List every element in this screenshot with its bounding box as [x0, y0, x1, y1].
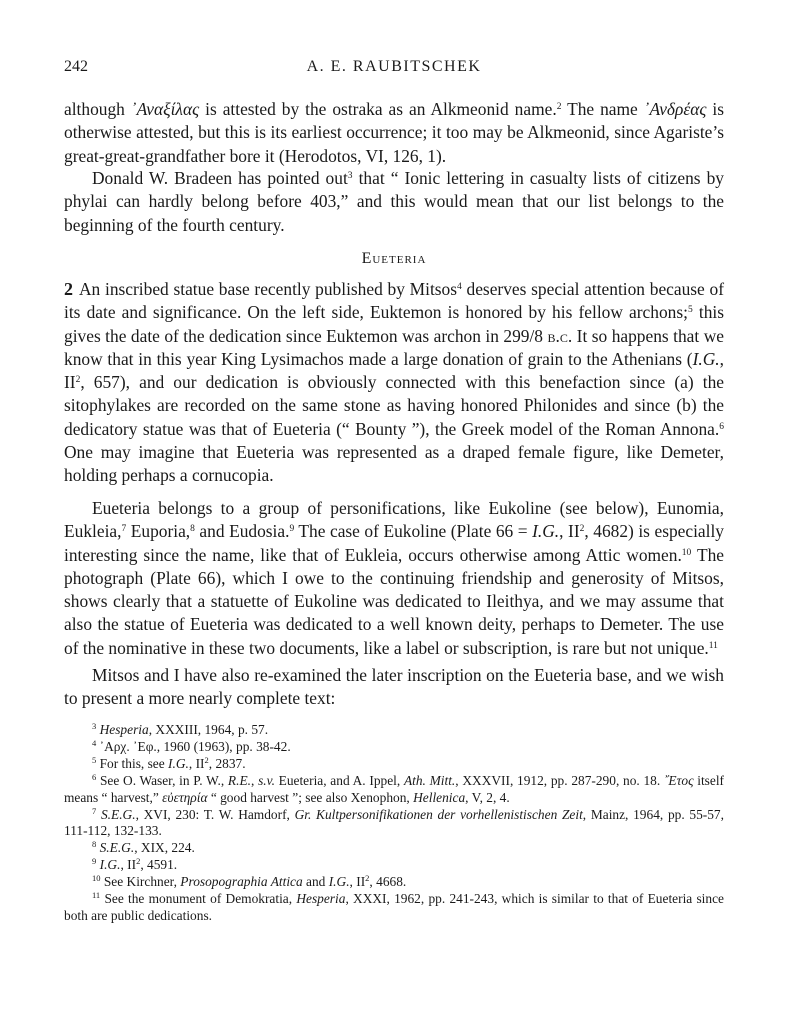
paragraph-bradeen: Donald W. Bradeen has pointed out$^3$ that “ Ionic lettering in casualty lists of citizens by phylai can hardly belong before 403,” and this would mean that our list belongs to the beginning of the fourth century.: [64, 168, 724, 235]
footnote-4: $^4$ ᾿Αρχ. ᾿Εφ., 1960 (1963), pp. 38-42.: [92, 737, 291, 754]
footnote-ref: 4: [457, 282, 462, 292]
footnote-ref: 7: [121, 524, 127, 535]
running-header: [64, 58, 724, 82]
footnote-8: $^8$ S.E.G., XIX, 224.: [92, 839, 195, 856]
paragraph-personifications: Eueteria belongs to a group of personifications, like Eukoline (see below), Eunomia, Eukleia,$^7$ Euporia,$^8$ and Eudosia.$^9$ The case of Eukoline (Plate 66 = I.G., $II^2$, 4682) is especially interesting since the name, like that of Eukleia, occurs otherwise among Attic women.$^{10}$ The photograph (Plate 66), which I owe to the continuing friendship and generosity of Mitsos, shows clearly that a statuette of Eukoline was dedicated to Ileithya, and we may assume that also the statue of Eueteria was dedicated to a well known deity, perhaps to Demeter. The use of the nominative in these two documents, like a label or subscription, is rare but not unique.$^{11}$: [64, 498, 725, 658]
footnote-3: $^3$ Hesperia, XXXIII, 1964, p. 57.: [92, 721, 269, 737]
footnote-11: $^{11}$ See the monument of Demokratia, Hesperia, XXXI, 1962, pp. 241-243, which is similar to that of Eueteria since both are public dedications.: [64, 890, 724, 923]
section-number: 2: [64, 279, 73, 299]
section-title: Eueteria: [361, 250, 427, 267]
footnote-7: $^7$ S.E.G., XVI, 230: T. W. Hamdorf, Gr. Kultpersonifikationen der vorhellenistischen Zeit, Mainz, 1964, pp. 55-57, 111-112, 132-133.: [64, 805, 724, 839]
paragraph-reexamined: Mitsos and I have also re-examined the later inscription on the Eueteria base, and we wish to present a more nearly complete text:: [64, 665, 724, 709]
running-head-author: A. E. RAUBITSCHEK: [306, 58, 482, 75]
greek-name: ᾿Ανδρέας: [643, 99, 707, 119]
footnote-ref: 2: [556, 102, 562, 112]
greek-name: ᾿Αναξίλας: [130, 99, 200, 119]
footnotes: [64, 722, 724, 925]
paragraph-continuation: although ᾿Αναξίλας is attested by the ostraka as an Alkmeonid name.$^2$ The name ᾿Ανδρέας is otherwise attested, but this is its earliest occurrence; it too may be Alkmeonid, since Agariste’s great-great-grandfather bore it (Herodotos, VI, 126, 1).: [64, 99, 724, 166]
footnote-ref: 9: [289, 524, 295, 535]
footnote-5: $^5$ For this, see I.G., $II^2$, 2837.: [92, 754, 246, 771]
footnote-10: $^{10}$ See Kirchner, Prosopographia Attica and I.G., $II^2$, 4668.: [92, 873, 407, 890]
footnote-ref: 11: [708, 640, 718, 651]
footnote-ref: 8: [190, 524, 195, 535]
paragraph-section-2: 2 An inscribed statue base recently published by Mitsos$^4$ deserves special attention because of its date and significance. On the left side, Euktemon is honored by his fellow archons;$^5$ this gives the date of the dedication since Euktemon was archon in 299/8 b.c. It so happens that we know that in this year King Lysimachos made a large donation of grain to the Athenians (I.G., $II^2$, 657), and our dedication is obviously connected with this benefaction since (a) the sitophylakes are recorded on the same stone as having honored Philonides and since (b) the dedicatory statue was that of Eueteria (“ Bounty ”), the Greek model of the Roman Annona.$^6$ One may imagine that Eueteria was represented as a draped female figure, like Demeter, holding perhaps a cornucopia.: [64, 279, 725, 486]
footnote-ref: 3: [347, 171, 353, 181]
footnote-ref: 6: [719, 421, 724, 432]
footnote-ref: 5: [687, 305, 693, 316]
footnote-ref: 10: [681, 547, 692, 558]
footnote-6: $^6$ See O. Waser, in P. W., R.E., s.v. Eueteria, and A. Ippel, Ath. Mitt., XXXVII, 1912, pp. 287-290, no. 18. ῎Ετος itself means “ harvest,” εὐετηρία “ good harvest ”; see also Xenophon, Hellenica, V, 2, 4.: [64, 771, 724, 805]
page-number: 242: [64, 58, 88, 75]
footnote-9: $^9$ I.G., $II^2$, 4591.: [92, 856, 178, 873]
